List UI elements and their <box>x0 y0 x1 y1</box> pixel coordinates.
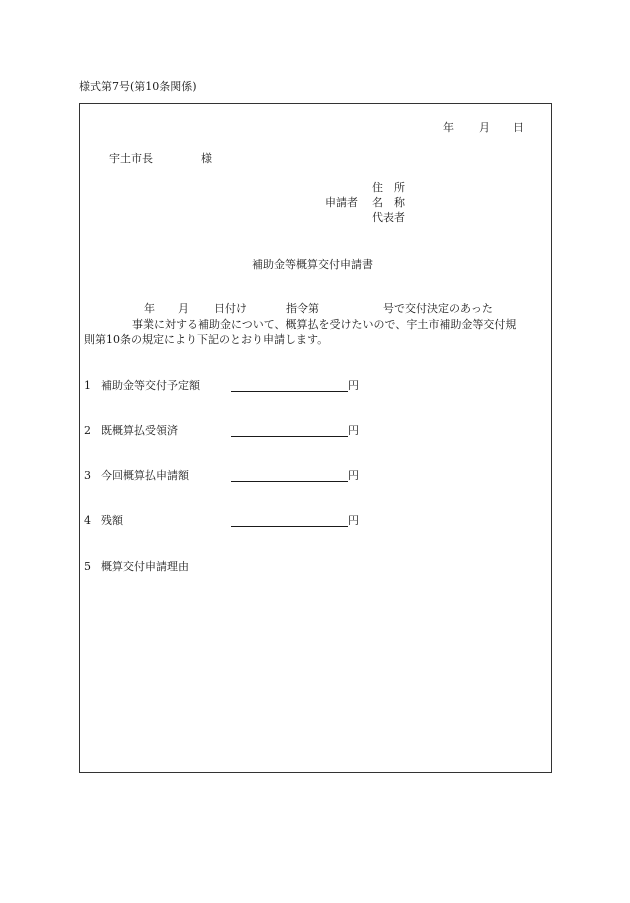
item-unit: 円 <box>348 514 359 527</box>
item-unit: 円 <box>348 469 359 482</box>
addressee-name: 宇土市長 <box>109 152 153 165</box>
amount-blank-line <box>231 481 348 482</box>
applicant-role-label: 申請者 <box>325 196 358 209</box>
item-number: 3 <box>84 469 91 482</box>
application-form-frame <box>79 103 552 773</box>
item-number: 5 <box>84 560 91 573</box>
item-number: 4 <box>84 514 91 527</box>
reference-dated: 日付け <box>214 302 247 315</box>
item-number: 1 <box>84 379 91 392</box>
amount-blank-line <box>231 436 348 437</box>
body-line-2: 事業に対する補助金について、概算払を受けたいので、宇土市補助金等交付規 <box>132 318 517 331</box>
item-unit: 円 <box>348 424 359 437</box>
item-unit: 円 <box>348 379 359 392</box>
reference-order: 指令第 <box>286 302 319 315</box>
applicant-address-label: 住 所 <box>372 181 405 194</box>
body-line-3: 則第10条の規定により下記のとおり申請します。 <box>84 333 329 346</box>
amount-blank-line <box>231 526 348 527</box>
reference-month: 月 <box>178 302 189 315</box>
form-number-label: 様式第7号(第10条関係) <box>79 80 197 93</box>
item-label: 今回概算払申請額 <box>101 469 189 482</box>
document-title: 補助金等概算交付申請書 <box>252 258 373 271</box>
item-label: 残額 <box>101 514 123 527</box>
item-label: 概算交付申請理由 <box>101 560 189 573</box>
date-day-label: 日 <box>513 121 524 134</box>
item-label: 補助金等交付予定額 <box>101 379 200 392</box>
applicant-representative-label: 代表者 <box>372 211 405 224</box>
reference-issued: 号で交付決定のあった <box>383 302 493 315</box>
item-label: 既概算払受領済 <box>101 424 178 437</box>
date-month-label: 月 <box>479 121 490 134</box>
date-year-label: 年 <box>443 121 454 134</box>
applicant-name-label: 名 称 <box>372 196 405 209</box>
reference-year: 年 <box>144 302 155 315</box>
amount-blank-line <box>231 391 348 392</box>
item-number: 2 <box>84 424 91 437</box>
addressee-honorific: 様 <box>201 152 212 165</box>
